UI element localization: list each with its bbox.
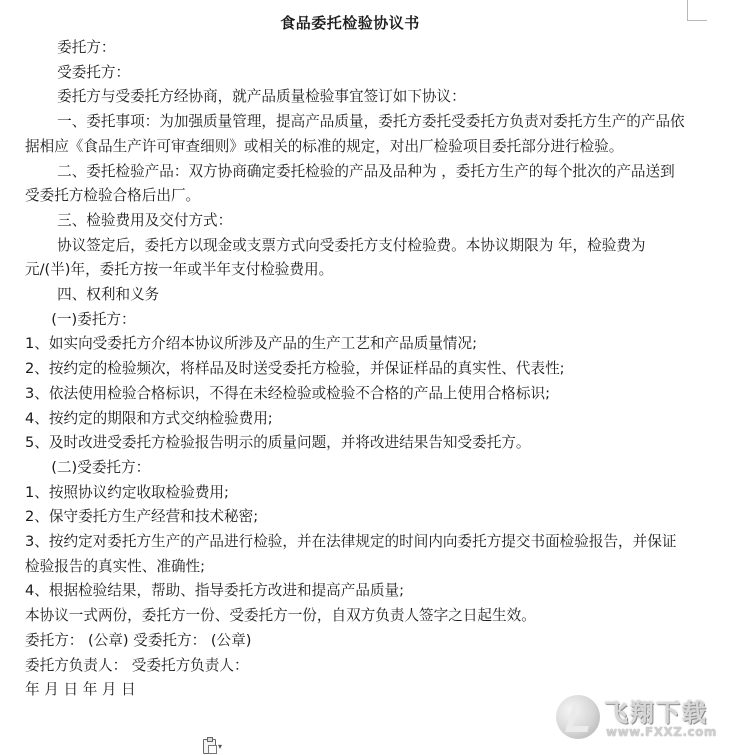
client-duty-2: 2、按约定的检验频次，将样品及时送受委托方检验，并保证样品的真实性、代表性; xyxy=(25,360,565,378)
section-3-paragraph: 协议签定后，委托方以现金或支票方式向受委托方支付检验费。本协议期限为 年，检验费为 元/(半)年，委托方按一年或半年支付检验费用。 xyxy=(25,236,646,279)
document-title: 食品委托检验协议书 xyxy=(280,14,420,32)
section-4-heading: 四、权利和义务 xyxy=(57,286,160,304)
client-duty-5: 5、及时改进受委托方检验报告明示的质量问题，并将改进结果告知受委托方。 xyxy=(25,434,531,452)
paste-options-icon xyxy=(203,739,216,754)
contractor-duty-4: 4、根据检验结果，帮助、指导委托方改进和提高产品质量; xyxy=(25,582,405,600)
paste-options-button[interactable] xyxy=(203,737,233,755)
watermark-text: 飞翔下载 xyxy=(604,699,708,727)
client-duty-1: 1、如实向受委托方介绍本协议所涉及产品的生产工艺和产品质量情况; xyxy=(25,335,478,353)
client-duties-heading: (一)委托方： xyxy=(51,310,136,328)
date-line: 年 月 日 年 月 日 xyxy=(25,681,136,699)
validity-clause: 本协议一式两份，委托方一份、受委托方一份，自双方负责人签字之日起生效。 xyxy=(25,607,536,625)
section-2-paragraph: 二、委托检验产品：双方协商确定委托检验的产品及品种为 ，委托方生产的每个批次的产品送到受委托方检验合格后出厂。 xyxy=(25,162,675,205)
contractor-duty-2: 2、保守委托方生产经营和技术秘密; xyxy=(25,508,259,526)
watermark-url: www.FXXZ.com xyxy=(606,725,717,739)
client-line: 委托方： xyxy=(57,39,116,56)
contractor-duties-heading: (二)受委托方： xyxy=(51,458,151,476)
document-body xyxy=(25,36,689,703)
contractor-duty-1: 1、按照协议约定收取检验费用; xyxy=(25,483,229,501)
contractor-line: 受委托方： xyxy=(57,63,131,81)
client-duty-3: 3、依法使用检验合格标识，不得在未经检验或检验不合格的产品上使用合格标识; xyxy=(25,384,550,402)
seal-line: 委托方： (公章) 受委托方： (公章) xyxy=(25,631,252,649)
chevron-down-icon: ▾ xyxy=(218,741,223,751)
section-3-heading: 三、检验费用及交付方式： xyxy=(57,211,233,229)
signatory-line: 委托方负责人： 受委托方负责人： xyxy=(25,656,249,674)
watermark xyxy=(556,689,716,745)
intro-paragraph: 委托方与受委托方经协商，就产品质量检验事宜签订如下协议： xyxy=(57,88,466,106)
fxxz-logo-icon xyxy=(556,695,600,739)
contractor-duty-3: 3、按约定对委托方生产的产品进行检验，并在法律规定的时间内向委托方提交书面检验报告，并保证检验报告的真实性、准确性; xyxy=(25,533,677,575)
section-1-paragraph: 一、委托事项：为加强质量管理，提高产品质量，委托方委托受委托方负责对委托方生产的产品依据相应《食品生产许可审查细则》或相关的标准的规定，对出厂检验项目委托部分进行检验。 xyxy=(25,113,685,155)
client-duty-4: 4、按约定的期限和方式交纳检验费用; xyxy=(25,409,273,427)
